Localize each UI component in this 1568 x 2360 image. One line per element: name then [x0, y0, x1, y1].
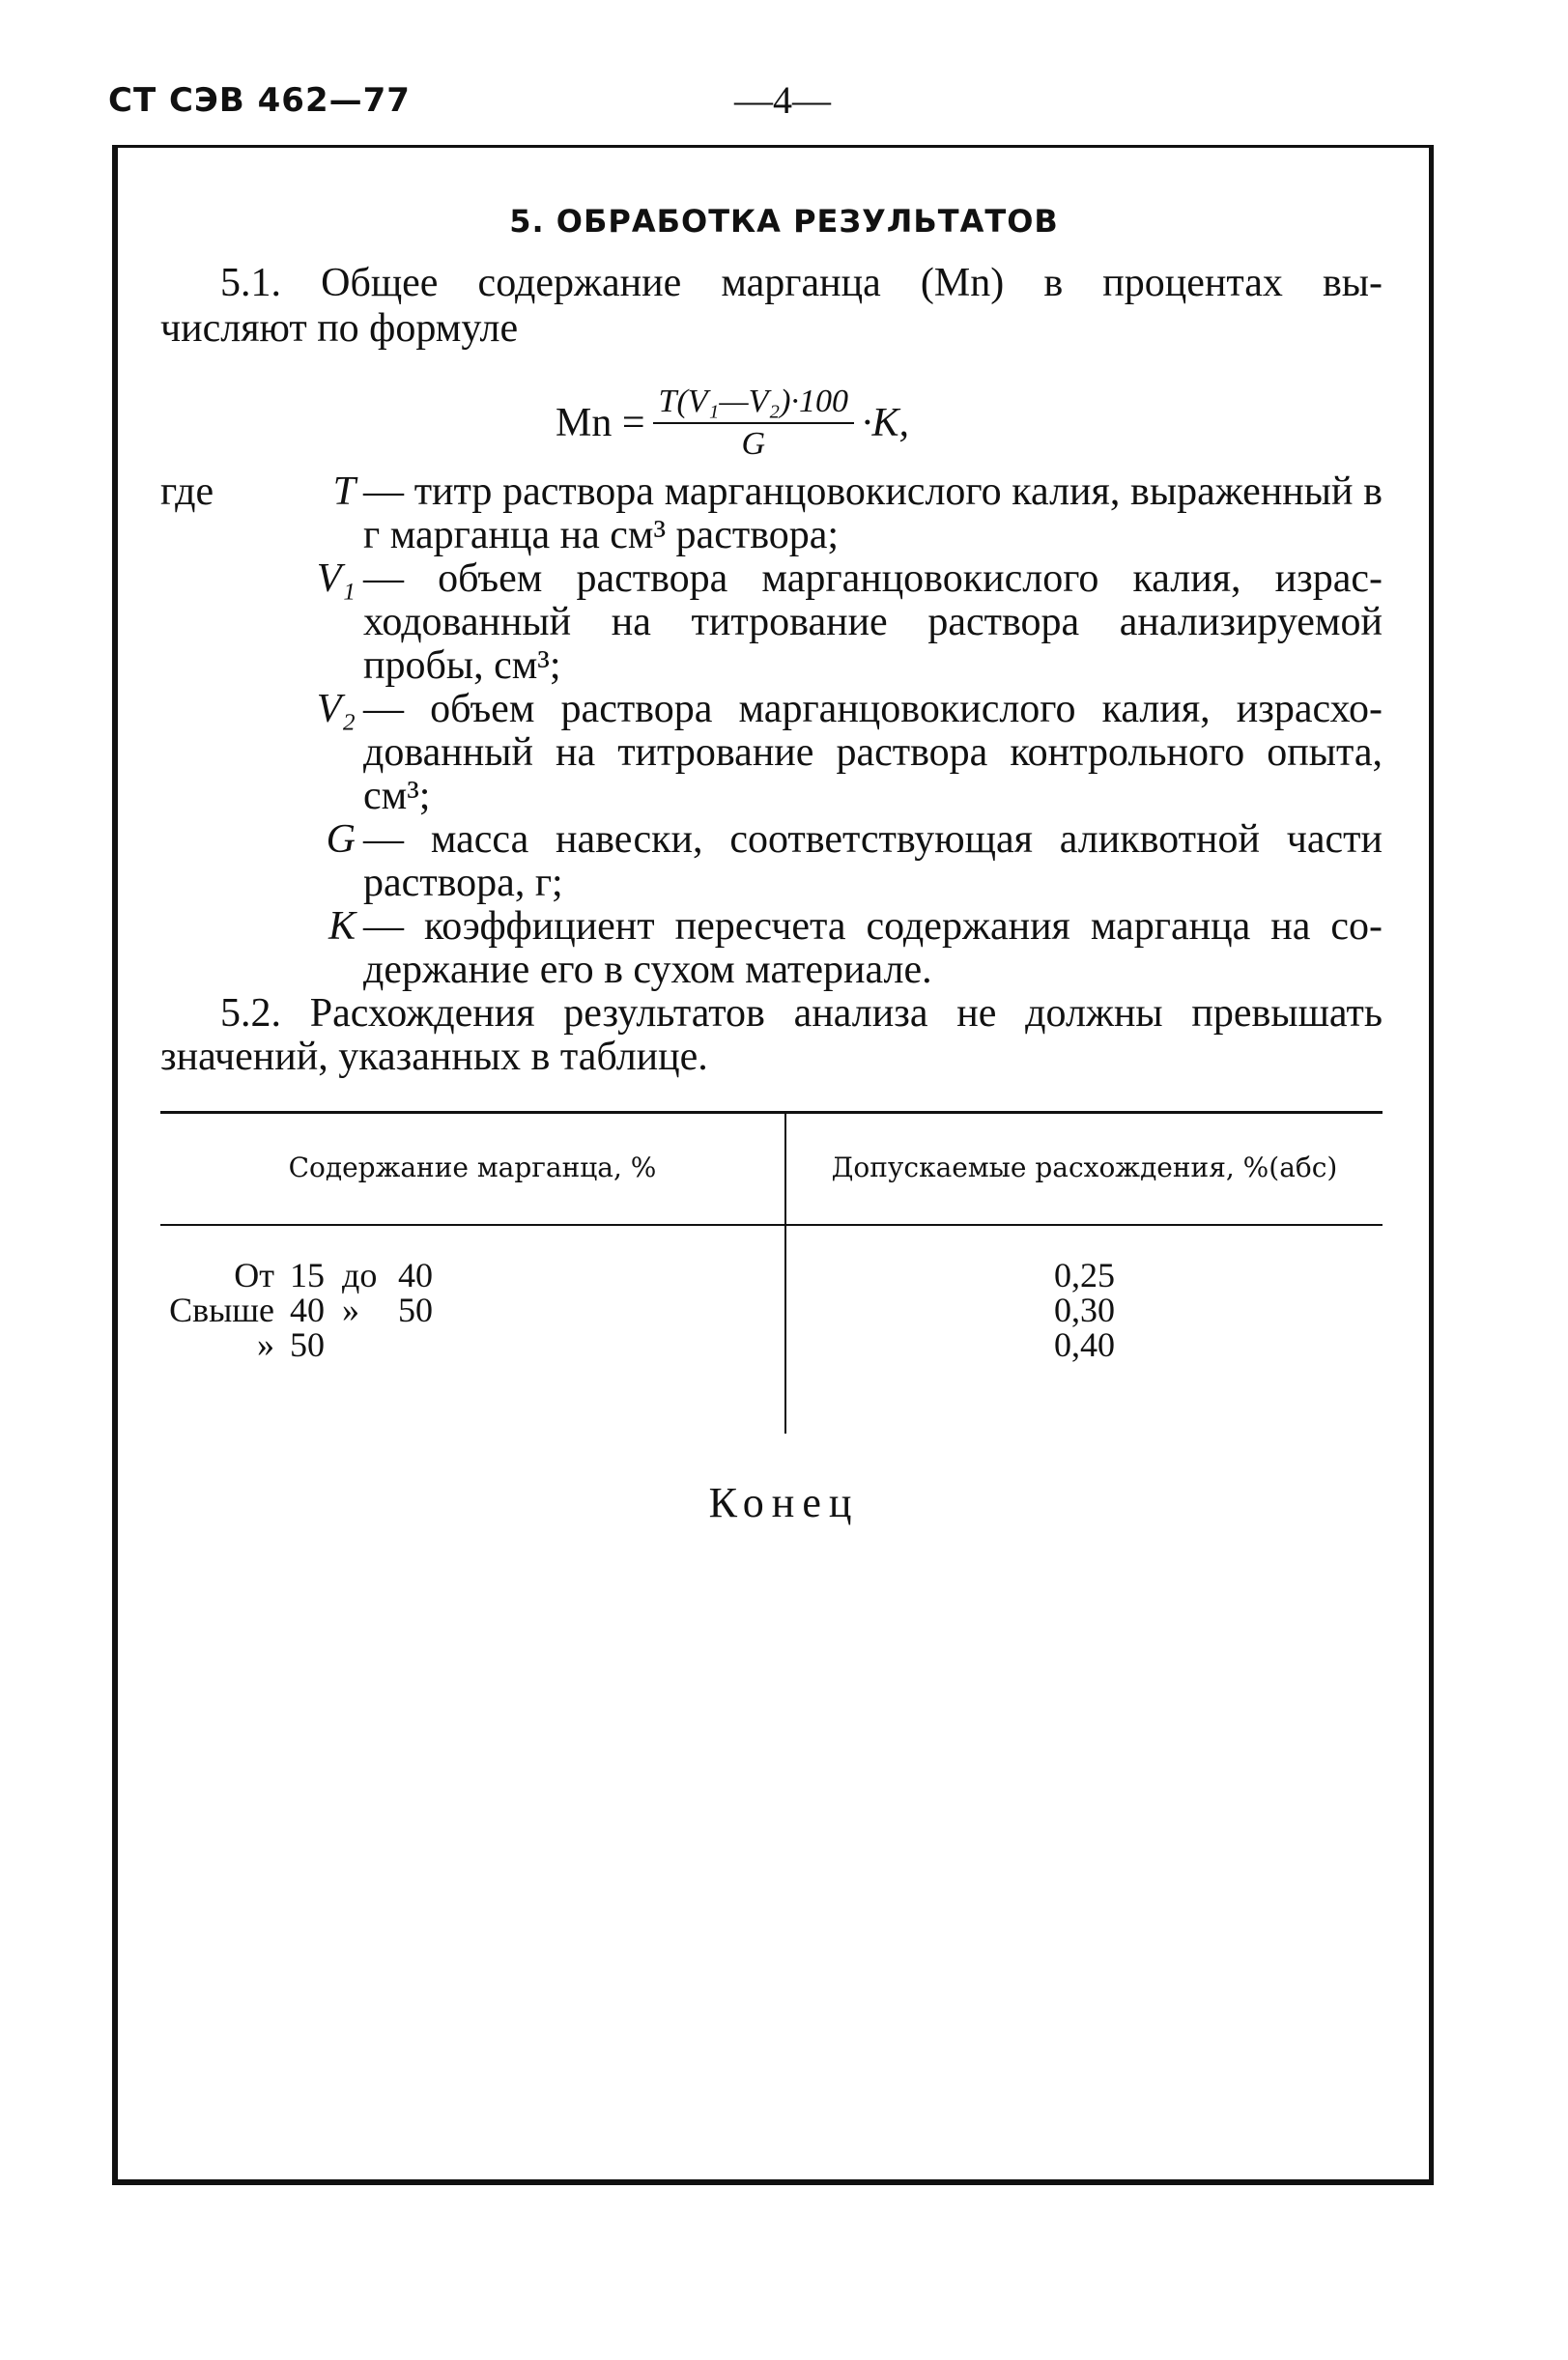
- row-from: 15: [290, 1256, 325, 1294]
- formula: [556, 375, 909, 471]
- row-from: 50: [290, 1325, 325, 1364]
- definition-item: [160, 905, 1383, 992]
- row-prefix: Свыше: [169, 1291, 274, 1329]
- row-prefix: От: [234, 1256, 274, 1294]
- table-top-rule: [160, 1111, 1383, 1114]
- definition-symbol: T: [332, 469, 356, 514]
- table-cell-value: 0,30: [1054, 1291, 1115, 1329]
- table-header-rule: [160, 1224, 1383, 1226]
- definition-item: [160, 470, 1383, 557]
- paragraph-5-1-line-1: 5.1. Общее содержание марганца (Mn) в процентах вы-: [220, 261, 1383, 305]
- definition-symbol: K: [328, 904, 356, 949]
- definition-text: — объем раствора марганцовокислого калия, израсходованный на титрование раствора анализируемой пробы, см³;: [363, 556, 1383, 688]
- page-number: —4—: [734, 78, 831, 122]
- paragraph-5-1: [160, 261, 1383, 352]
- row-to: 50: [398, 1291, 433, 1329]
- row-to: 40: [398, 1256, 433, 1294]
- row-prefix: »: [257, 1325, 274, 1364]
- definition-text: — коэффициент пересчета содержания марганца на содержание его в сухом материале.: [363, 904, 1383, 992]
- formula-numerator: T(V₁—V₂)·100: [653, 384, 854, 424]
- formula-lhs: Mn =: [556, 401, 645, 445]
- definition-text: — титр раствора марганцовокислого калия, выраженный в г марганца на см³ раствора;: [363, 469, 1383, 557]
- section-title: 5. ОБРАБОТКА РЕЗУЛЬТАТОВ: [509, 203, 1059, 240]
- definition-item: [160, 818, 1383, 905]
- end-marker: Конец: [708, 1479, 860, 1526]
- table-header-content: Содержание марганца, %: [288, 1152, 657, 1183]
- table-column-deviation: [786, 1258, 1383, 1362]
- definition-text: — объем раствора марганцовокислого калия, израсходованный на титрование раствора контрольного опыта, см³;: [363, 687, 1383, 818]
- definition-item: [160, 557, 1383, 688]
- definition-symbol: G: [326, 817, 356, 862]
- definitions-list: [160, 470, 1383, 1079]
- definition-lead: где: [160, 469, 214, 514]
- table-cell-value: 0,25: [1054, 1256, 1115, 1294]
- formula-multiplier: ·K,: [862, 401, 910, 445]
- formula-denominator: G: [741, 426, 766, 462]
- paragraph-5-2: [160, 992, 1383, 1079]
- definition-text: — масса навески, соответствующая аликвотной части раствора, г;: [363, 817, 1383, 905]
- definition-symbol: V₂: [316, 687, 356, 731]
- row-connector: »: [342, 1291, 359, 1329]
- paragraph-5-1-line-2: числяют по формуле: [160, 306, 519, 351]
- paragraph-5-2-text: 5.2. Расхождения результатов анализа не должны превышать значений, указанных в таблице.: [160, 991, 1383, 1079]
- row-from: 40: [290, 1291, 325, 1329]
- table-header-deviation: Допускаемые расхождения, %(абс): [831, 1152, 1338, 1183]
- formula-fraction: [653, 384, 854, 463]
- definition-symbol: V₁: [316, 556, 356, 601]
- definition-item: [160, 688, 1383, 818]
- standard-code: СТ СЭВ 462—77: [108, 81, 411, 120]
- row-connector: до: [342, 1256, 378, 1294]
- table-cell-value: 0,40: [1054, 1325, 1115, 1364]
